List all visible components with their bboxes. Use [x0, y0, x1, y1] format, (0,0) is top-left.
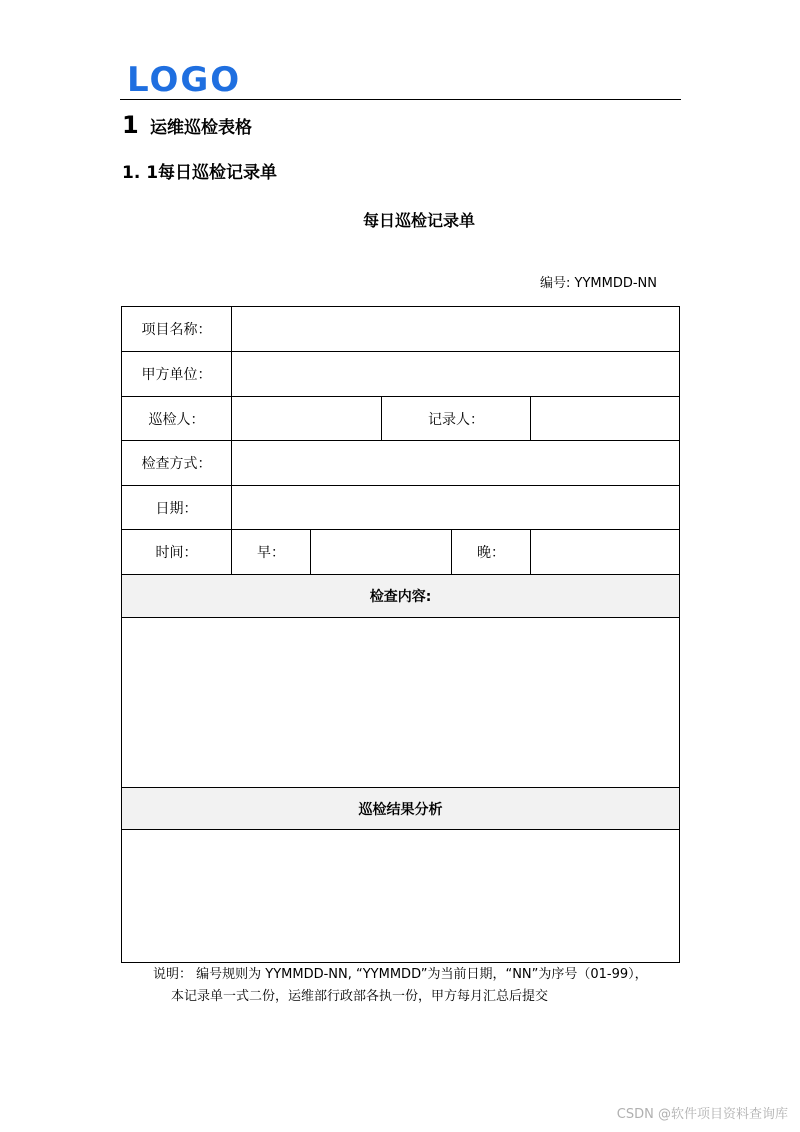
morning-field[interactable]: [311, 530, 452, 575]
form-row-client: [122, 352, 680, 397]
inspection-form: [121, 306, 680, 963]
date-field[interactable]: [232, 486, 680, 530]
evening-field[interactable]: [531, 530, 680, 575]
header-rule: [120, 99, 681, 100]
client-unit-label: 甲方单位：: [122, 352, 232, 397]
result-analysis-field[interactable]: [122, 830, 680, 963]
inspector-field[interactable]: [232, 397, 382, 441]
subsection-heading: 1. 1每日巡检记录单: [122, 163, 278, 183]
recorder-field[interactable]: [531, 397, 680, 441]
form-row-project: [122, 307, 680, 352]
morning-label: 早：: [232, 530, 311, 575]
recorder-label: 记录人：: [382, 397, 531, 441]
document-title: 每日巡检记录单: [362, 211, 475, 230]
watermark: CSDN @软件项目资料查询库: [616, 1107, 788, 1122]
document-number: 编号: YYMMDD-NN: [540, 276, 657, 291]
evening-label: 晚：: [452, 530, 531, 575]
result-analysis-header: 巡检结果分析: [122, 788, 680, 830]
section-heading: [122, 110, 252, 140]
inspector-label: 巡检人：: [122, 397, 232, 441]
date-label: 日期：: [122, 486, 232, 530]
form-row-method: [122, 441, 680, 486]
project-name-field[interactable]: [232, 307, 680, 352]
check-content-header: 检查内容:: [122, 575, 680, 618]
check-method-field[interactable]: [232, 441, 680, 486]
footnote-line-1: 说明： 编号规则为 YYMMDD-NN, “YYMMDD”为当前日期，“NN”为序号（01-99），: [153, 967, 648, 982]
check-method-label: 检查方式：: [122, 441, 232, 486]
time-label: 时间：: [122, 530, 232, 575]
section-number: 1: [122, 111, 139, 139]
form-row-content: [122, 618, 680, 788]
check-content-field[interactable]: [122, 618, 680, 788]
footnote: [153, 964, 648, 1008]
project-name-label: 项目名称：: [122, 307, 232, 352]
form-row-content-head: [122, 575, 680, 618]
footnote-line-2: 本记录单一式二份，运维部行政部各执一份，甲方每月汇总后提交: [171, 989, 549, 1004]
form-row-date: [122, 486, 680, 530]
section-title: 运维巡检表格: [150, 118, 252, 138]
form-row-result-head: [122, 788, 680, 830]
logo: LOGO: [127, 60, 242, 100]
client-unit-field[interactable]: [232, 352, 680, 397]
form-row-result: [122, 830, 680, 963]
form-row-people: [122, 397, 680, 441]
form-row-time: [122, 530, 680, 575]
